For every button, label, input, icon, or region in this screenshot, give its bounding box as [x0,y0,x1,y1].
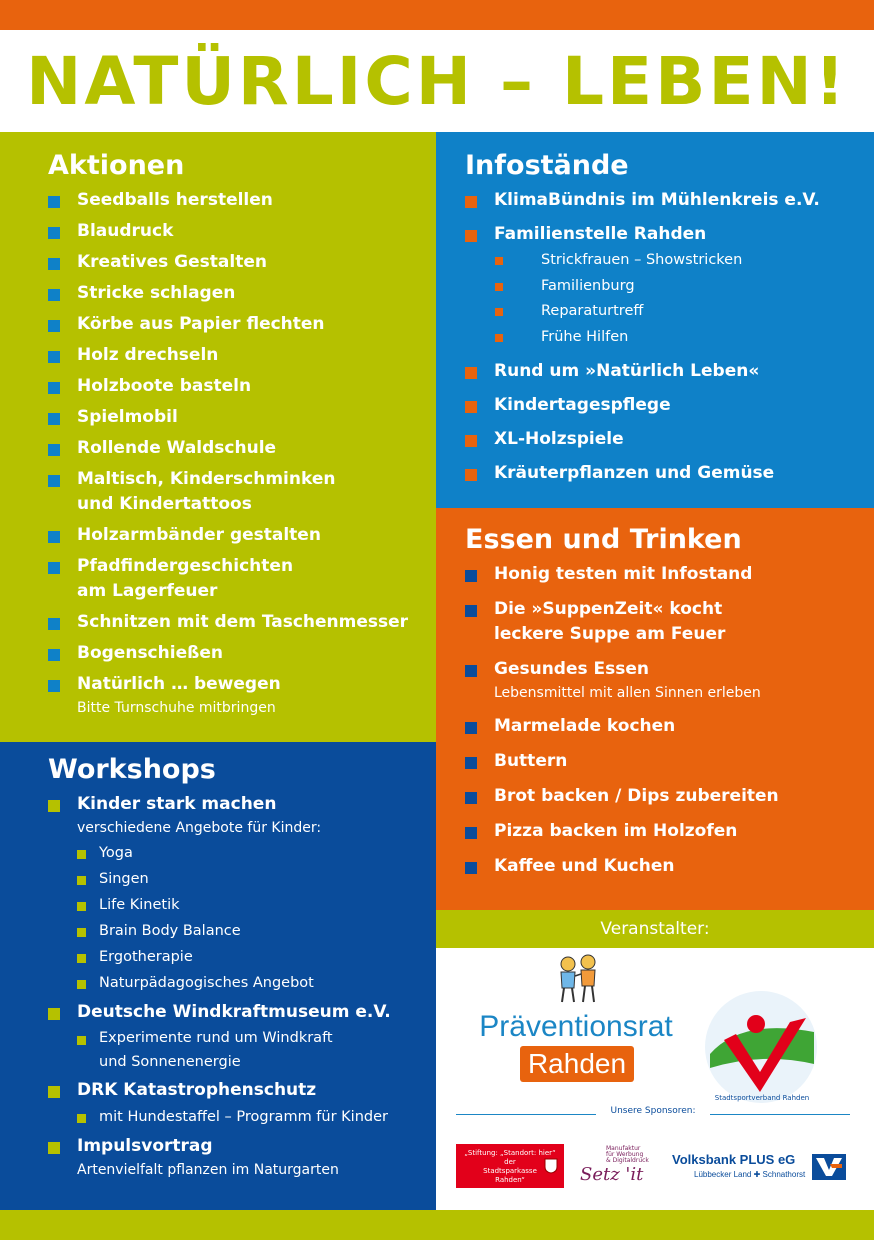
list-item [48,281,428,306]
square-bullet-icon [495,283,503,291]
item-label: Körbe aus Papier flechten [77,314,325,334]
praeventionsrat-logo [472,954,680,1084]
svg-text:Stadtsportverband Rahden: Stadtsportverband Rahden [714,1094,810,1102]
square-bullet-icon [77,1114,86,1123]
list-item [465,393,865,418]
square-bullet-icon [465,230,477,242]
item-label: Blaudruck [77,221,174,241]
setzit-logo [576,1144,664,1188]
square-bullet-icon [495,257,503,265]
praeventionsrat-city: Rahden [520,1046,634,1082]
sub-item [77,944,433,970]
square-bullet-icon [77,1036,86,1045]
volksbank-sub: Lübbecker Land ✚ Schnathorst [694,1170,806,1179]
workshops-heading: Workshops [48,754,216,785]
item-note: verschiedene Angebote für Kinder: [77,820,322,836]
infostaende-heading: Infostände [465,150,629,181]
item-label: DRK Katastrophenschutz [77,1080,317,1100]
sparkasse-line1: „Stiftung: „Standort: hier“ [464,1149,556,1157]
list-item [48,405,428,430]
bottom-green-bar [0,1210,874,1240]
page-title: NATÜRLICH – LEBEN! [26,42,848,120]
item-label: Kreatives Gestalten [77,252,267,272]
item-label: Kräuterpflanzen und Gemüse [494,463,775,483]
aktionen-heading: Aktionen [48,150,185,181]
sub-item-label: Life Kinetik [99,897,180,913]
list-item [48,250,428,275]
volksbank-logo-icon [812,1154,846,1180]
title-area [0,30,874,132]
square-bullet-icon [48,1008,60,1020]
sub-item [77,840,433,866]
sub-item [77,918,433,944]
list-item [465,359,865,384]
square-bullet-icon [48,196,60,208]
item-note: Bitte Turnschuhe mitbringen [77,700,276,716]
list-item [48,610,428,635]
list-item [48,523,428,548]
sub-item-label: mit Hundestaffel – Programm für Kinder [99,1109,388,1125]
aktionen-list [48,188,428,719]
item-label: Kindertagespflege [494,395,671,415]
item-label: XL-Holzspiele [494,429,624,449]
list-item [465,819,865,844]
item-label: Seedballs herstellen [77,190,273,210]
item-label: Rollende Waldschule [77,438,277,458]
infostaende-list [465,188,865,486]
sparkasse-line4: Rahden“ [495,1176,525,1184]
list-item [465,714,865,739]
list-item [48,641,428,666]
item-label: Bogenschießen [77,643,223,663]
item-label: Stricke schlagen [77,283,236,303]
list-item [465,562,865,587]
sparkasse-logo [456,1144,564,1188]
sub-item [77,866,433,892]
setzit-top2: für Werbung [606,1151,644,1158]
square-bullet-icon [48,531,60,543]
sub-list [77,1104,433,1130]
square-bullet-icon [48,649,60,661]
essen-panel [436,508,874,910]
item-label: Pizza backen im Holzofen [494,821,738,841]
item-label: Pfadfindergeschichten [77,556,294,576]
square-bullet-icon [48,680,60,692]
sponsors-label: Unsere Sponsoren: [610,1106,696,1116]
square-bullet-icon [465,196,477,208]
item-label: Schnitzen mit dem Taschenmesser [77,612,409,632]
square-bullet-icon [77,928,86,937]
item-label: Spielmobil [77,407,178,427]
list-item [465,461,865,486]
square-bullet-icon [77,954,86,963]
essen-list [465,562,865,879]
list-item [48,374,428,399]
list-item [48,1000,433,1074]
sub-item-label: Singen [99,871,149,887]
square-bullet-icon [48,320,60,332]
item-label: Buttern [494,751,568,771]
item-label: Honig testen mit Infostand [494,564,753,584]
volksbank-name: Volksbank PLUS eG [672,1152,796,1167]
list-item [48,188,428,213]
sub-item-label: Frühe Hilfen [541,328,629,345]
setzit-name: Setz 'it [580,1164,644,1185]
sub-item [77,1026,433,1074]
sub-item [77,1104,433,1130]
list-item [465,597,865,647]
square-bullet-icon [48,562,60,574]
sub-item-label: Brain Body Balance [99,923,241,939]
square-bullet-icon [77,876,86,885]
item-label-line2: leckere Suppe am Feuer [494,624,726,644]
item-label: Familienstelle Rahden [494,224,707,244]
square-bullet-icon [48,1086,60,1098]
square-bullet-icon [495,308,503,316]
item-label: Deutsche Windkraftmuseum e.V. [77,1002,391,1022]
list-item [465,188,865,213]
item-label: Holzarmbänder gestalten [77,525,321,545]
workshops-panel [0,742,436,1210]
square-bullet-icon [465,827,477,839]
square-bullet-icon [465,862,477,874]
square-bullet-icon [465,570,477,582]
sub-item-label: Yoga [99,845,133,861]
square-bullet-icon [48,618,60,630]
square-bullet-icon [465,469,477,481]
item-label: Maltisch, Kinderschminken [77,469,336,489]
praeventionsrat-name: Präventionsrat [479,1010,673,1043]
list-item [465,657,865,704]
square-bullet-icon [77,980,86,989]
sub-item-label: und Sonnenenergie [99,1054,241,1070]
square-bullet-icon [48,351,60,363]
list-item [465,784,865,809]
list-item [48,219,428,244]
essen-heading: Essen und Trinken [465,524,742,555]
item-label: KlimaBündnis im Mühlenkreis e.V. [494,190,820,210]
square-bullet-icon [77,902,86,911]
list-item [48,312,428,337]
list-item [48,436,428,461]
item-label: Gesundes Essen [494,659,650,679]
sub-item-label: Strickfrauen – Showstricken [541,252,743,268]
square-bullet-icon [465,605,477,617]
item-label-line2: am Lagerfeuer [77,581,218,601]
square-bullet-icon [465,367,477,379]
item-label: Marmelade kochen [494,716,676,736]
veranstalter-panel [436,910,874,1210]
setzit-top1: Manufaktur [606,1145,641,1152]
list-item [48,343,428,368]
list-item [465,427,865,452]
square-bullet-icon [48,227,60,239]
sparkasse-line2: der [504,1158,516,1166]
square-bullet-icon [48,258,60,270]
square-bullet-icon [48,413,60,425]
list-item [48,1134,433,1181]
sub-item [494,248,865,274]
item-label: Brot backen / Dips zubereiten [494,786,779,806]
list-item [48,672,428,719]
item-label: Kaffee und Kuchen [494,856,675,876]
workshops-list [48,792,433,1181]
square-bullet-icon [465,792,477,804]
square-bullet-icon [495,334,503,342]
square-bullet-icon [48,800,60,812]
sub-item [77,970,433,996]
square-bullet-icon [48,289,60,301]
sub-list [77,1026,433,1074]
list-item [48,467,428,517]
square-bullet-icon [77,850,86,859]
sparkasse-crest-icon [544,1158,558,1174]
square-bullet-icon [465,401,477,413]
sub-item [494,325,865,351]
list-item [48,792,433,996]
item-note: Lebensmittel mit allen Sinnen erleben [494,685,761,701]
sub-item-label: Experimente rund um Windkraft [99,1030,333,1046]
sub-item [494,299,865,325]
top-orange-bar [0,0,874,30]
item-label: Die »SuppenZeit« kocht [494,599,723,619]
item-label: Natürlich … bewegen [77,674,281,694]
sub-item [494,274,865,300]
square-bullet-icon [48,475,60,487]
item-label-line2: und Kindertattoos [77,494,252,514]
list-item [465,749,865,774]
square-bullet-icon [465,757,477,769]
children-icon [550,954,610,1010]
list-item [465,222,865,350]
item-label: Impulsvortrag [77,1136,213,1156]
setzit-top3: & Digitaldruck [606,1157,649,1164]
sub-item-label: Ergotherapie [99,949,193,965]
sub-item-label: Familienburg [541,277,635,294]
square-bullet-icon [48,1142,60,1154]
item-label: Kinder stark machen [77,794,277,814]
square-bullet-icon [465,435,477,447]
list-item [48,554,428,604]
square-bullet-icon [465,665,477,677]
checkmark-circle-icon [702,988,820,1106]
sub-item [77,892,433,918]
veranstalter-heading: Veranstalter: [436,910,874,948]
square-bullet-icon [465,722,477,734]
sponsors-divider [456,1106,850,1122]
square-bullet-icon [48,444,60,456]
sub-item-label: Reparaturtreff [541,303,644,319]
item-label: Holzboote basteln [77,376,252,396]
item-label: Holz drechseln [77,345,219,365]
square-bullet-icon [48,382,60,394]
infostaende-panel [436,132,874,508]
sparkasse-line3: Stadtsparkasse [483,1167,537,1175]
sub-list [494,248,865,350]
aktionen-panel [0,132,436,742]
sub-list [77,840,433,996]
list-item [48,1078,433,1130]
item-label: Rund um »Natürlich Leben« [494,361,760,381]
item-note: Artenvielfalt pflanzen im Naturgarten [77,1162,339,1178]
volksbank-logo [672,1148,854,1184]
list-item [465,854,865,879]
sub-item-label: Naturpädagogisches Angebot [99,975,314,991]
